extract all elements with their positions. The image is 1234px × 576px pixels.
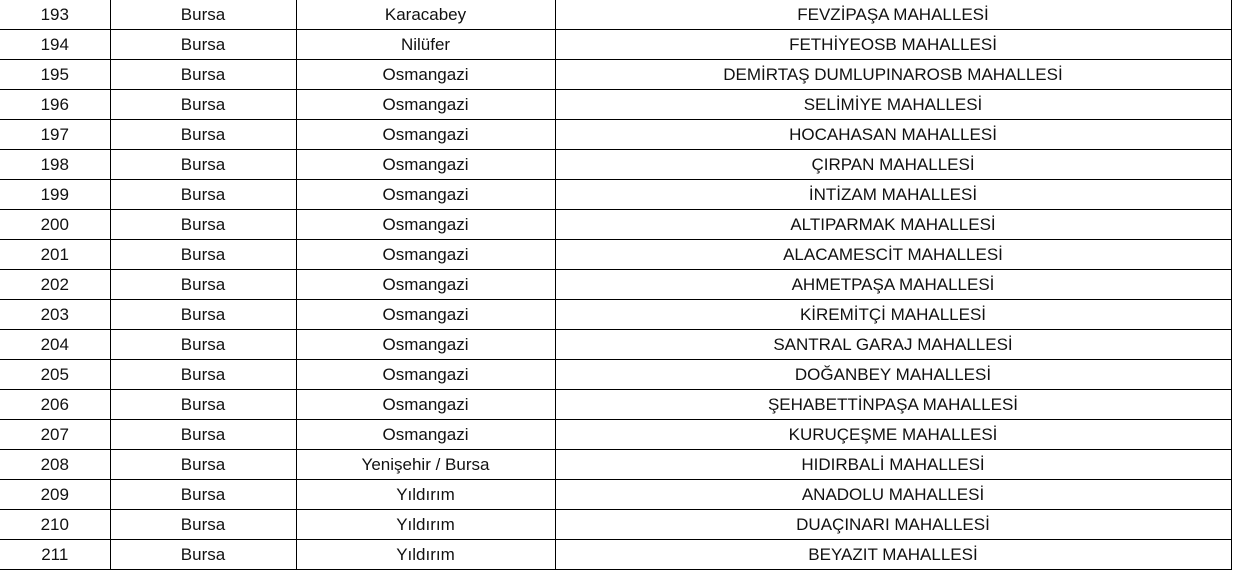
neighborhood-cell[interactable]: KİREMİTÇİ MAHALLESİ: [555, 300, 1231, 330]
table-row: [0, 60, 1231, 90]
neighborhood-cell[interactable]: ŞEHABETTİNPAŞA MAHALLESİ: [555, 390, 1231, 420]
row-number-cell[interactable]: 205: [0, 360, 110, 390]
district-cell[interactable]: Osmangazi: [296, 330, 555, 360]
district-cell[interactable]: Osmangazi: [296, 300, 555, 330]
neighborhood-cell[interactable]: KURUÇEŞME MAHALLESİ: [555, 420, 1231, 450]
city-cell[interactable]: Bursa: [110, 480, 296, 510]
row-number-cell[interactable]: 203: [0, 300, 110, 330]
district-cell[interactable]: Yenişehir / Bursa: [296, 450, 555, 480]
table-row: [0, 270, 1231, 300]
neighborhood-cell[interactable]: BEYAZIT MAHALLESİ: [555, 540, 1231, 570]
row-number-cell[interactable]: 209: [0, 480, 110, 510]
district-cell[interactable]: Osmangazi: [296, 90, 555, 120]
neighborhood-cell[interactable]: FEVZİPAŞA MAHALLESİ: [555, 0, 1231, 30]
district-cell[interactable]: Osmangazi: [296, 180, 555, 210]
district-cell[interactable]: Osmangazi: [296, 390, 555, 420]
table-row: [0, 240, 1231, 270]
district-cell[interactable]: Osmangazi: [296, 60, 555, 90]
table-row: [0, 0, 1231, 30]
city-cell[interactable]: Bursa: [110, 330, 296, 360]
neighborhood-cell[interactable]: HIDIRBALİ MAHALLESİ: [555, 450, 1231, 480]
neighborhood-cell[interactable]: FETHİYEOSB MAHALLESİ: [555, 30, 1231, 60]
table-row: [0, 150, 1231, 180]
city-cell[interactable]: Bursa: [110, 270, 296, 300]
city-cell[interactable]: Bursa: [110, 90, 296, 120]
city-cell[interactable]: Bursa: [110, 240, 296, 270]
district-cell[interactable]: Osmangazi: [296, 120, 555, 150]
neighborhood-cell[interactable]: ALTIPARMAK MAHALLESİ: [555, 210, 1231, 240]
table-row: [0, 480, 1231, 510]
row-number-cell[interactable]: 208: [0, 450, 110, 480]
table-row: [0, 330, 1231, 360]
row-number-cell[interactable]: 198: [0, 150, 110, 180]
table-row: [0, 510, 1231, 540]
row-number-cell[interactable]: 201: [0, 240, 110, 270]
row-number-cell[interactable]: 199: [0, 180, 110, 210]
row-number-cell[interactable]: 211: [0, 540, 110, 570]
district-cell[interactable]: Karacabey: [296, 0, 555, 30]
neighborhood-cell[interactable]: ANADOLU MAHALLESİ: [555, 480, 1231, 510]
row-number-cell[interactable]: 202: [0, 270, 110, 300]
city-cell[interactable]: Bursa: [110, 30, 296, 60]
neighborhood-cell[interactable]: ALACAMESCİT MAHALLESİ: [555, 240, 1231, 270]
table-row: [0, 210, 1231, 240]
row-number-cell[interactable]: 197: [0, 120, 110, 150]
district-cell[interactable]: Osmangazi: [296, 420, 555, 450]
neighborhood-cell[interactable]: DOĞANBEY MAHALLESİ: [555, 360, 1231, 390]
city-cell[interactable]: Bursa: [110, 420, 296, 450]
city-cell[interactable]: Bursa: [110, 180, 296, 210]
table-row: [0, 90, 1231, 120]
city-cell[interactable]: Bursa: [110, 0, 296, 30]
row-number-cell[interactable]: 196: [0, 90, 110, 120]
district-cell[interactable]: Yıldırım: [296, 540, 555, 570]
row-number-cell[interactable]: 200: [0, 210, 110, 240]
city-cell[interactable]: Bursa: [110, 120, 296, 150]
city-cell[interactable]: Bursa: [110, 450, 296, 480]
neighborhood-cell[interactable]: HOCAHASAN MAHALLESİ: [555, 120, 1231, 150]
row-number-cell[interactable]: 193: [0, 0, 110, 30]
city-cell[interactable]: Bursa: [110, 390, 296, 420]
district-cell[interactable]: Osmangazi: [296, 360, 555, 390]
city-cell[interactable]: Bursa: [110, 210, 296, 240]
district-cell[interactable]: Yıldırım: [296, 510, 555, 540]
district-cell[interactable]: Yıldırım: [296, 480, 555, 510]
neighborhood-cell[interactable]: DEMİRTAŞ DUMLUPINAROSB MAHALLESİ: [555, 60, 1231, 90]
district-cell[interactable]: Nilüfer: [296, 30, 555, 60]
row-number-cell[interactable]: 195: [0, 60, 110, 90]
row-number-cell[interactable]: 194: [0, 30, 110, 60]
city-cell[interactable]: Bursa: [110, 150, 296, 180]
table-row: [0, 120, 1231, 150]
row-number-cell[interactable]: 204: [0, 330, 110, 360]
table-row: [0, 540, 1231, 570]
row-number-cell[interactable]: 210: [0, 510, 110, 540]
row-number-cell[interactable]: 206: [0, 390, 110, 420]
table-row: [0, 180, 1231, 210]
table-row: [0, 30, 1231, 60]
neighborhood-cell[interactable]: DUAÇINARI MAHALLESİ: [555, 510, 1231, 540]
table-row: [0, 420, 1231, 450]
neighborhood-cell[interactable]: SELİMİYE MAHALLESİ: [555, 90, 1231, 120]
neighborhood-cell[interactable]: ÇIRPAN MAHALLESİ: [555, 150, 1231, 180]
neighborhood-cell[interactable]: SANTRAL GARAJ MAHALLESİ: [555, 330, 1231, 360]
district-cell[interactable]: Osmangazi: [296, 270, 555, 300]
district-cell[interactable]: Osmangazi: [296, 240, 555, 270]
city-cell[interactable]: Bursa: [110, 540, 296, 570]
city-cell[interactable]: Bursa: [110, 60, 296, 90]
neighborhood-cell[interactable]: İNTİZAM MAHALLESİ: [555, 180, 1231, 210]
city-cell[interactable]: Bursa: [110, 300, 296, 330]
district-cell[interactable]: Osmangazi: [296, 150, 555, 180]
table-row: [0, 360, 1231, 390]
table-row: [0, 390, 1231, 420]
table-row: [0, 300, 1231, 330]
row-number-cell[interactable]: 207: [0, 420, 110, 450]
city-cell[interactable]: Bursa: [110, 510, 296, 540]
district-cell[interactable]: Osmangazi: [296, 210, 555, 240]
neighborhood-cell[interactable]: AHMETPAŞA MAHALLESİ: [555, 270, 1231, 300]
city-cell[interactable]: Bursa: [110, 360, 296, 390]
table-row: [0, 450, 1231, 480]
